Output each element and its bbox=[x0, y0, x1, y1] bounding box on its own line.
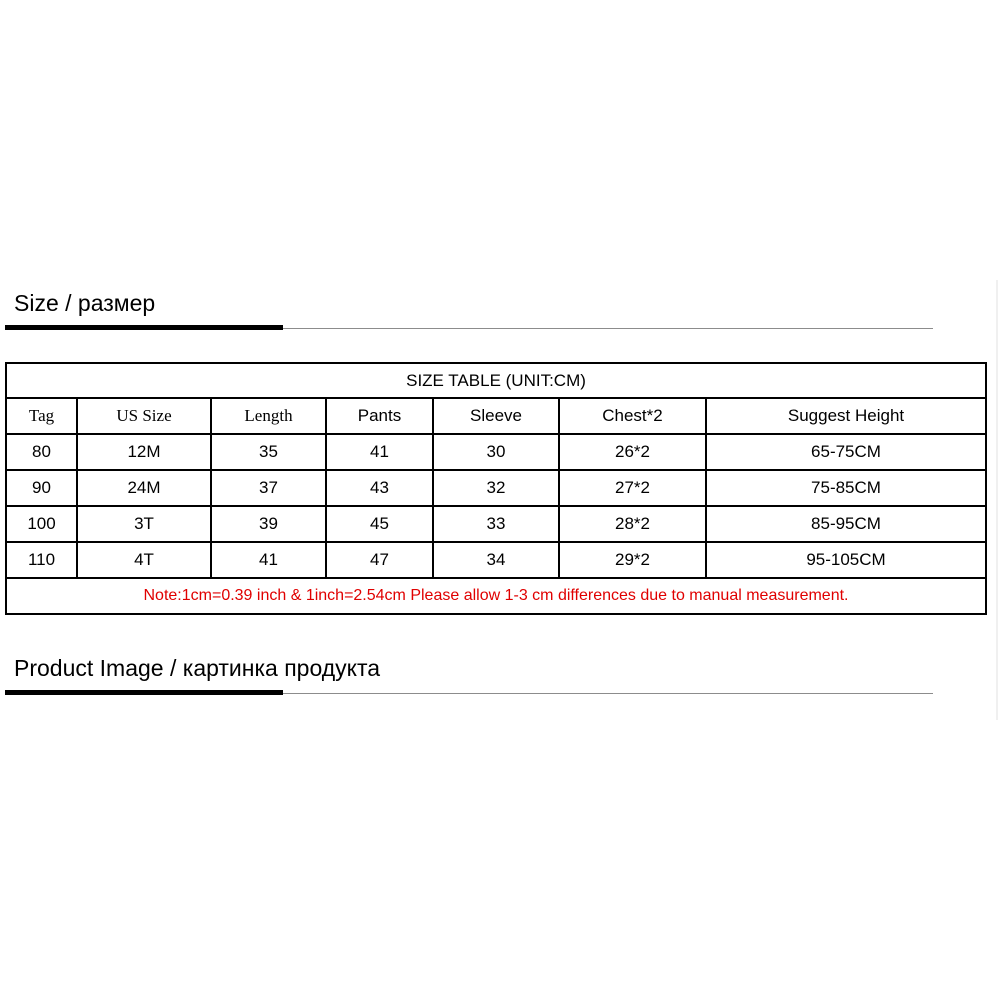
header-chest: Chest*2 bbox=[559, 398, 706, 434]
table-row bbox=[6, 470, 986, 506]
product-section-title: Product Image / картинка продукта bbox=[14, 655, 381, 681]
header-us-size: US Size bbox=[77, 398, 211, 434]
cell-pants: 41 bbox=[326, 434, 433, 470]
table-note-row bbox=[6, 578, 986, 614]
product-section-underline bbox=[5, 690, 283, 695]
header-suggest-height: Suggest Height bbox=[706, 398, 986, 434]
cell-length: 37 bbox=[211, 470, 326, 506]
cell-suggest-height: 95-105CM bbox=[706, 542, 986, 578]
table-header-row bbox=[6, 398, 986, 434]
cell-pants: 45 bbox=[326, 506, 433, 542]
header-tag: Tag bbox=[6, 398, 77, 434]
size-section-title: Size / размер bbox=[14, 290, 156, 316]
cell-chest: 26*2 bbox=[559, 434, 706, 470]
cell-pants: 47 bbox=[326, 542, 433, 578]
cell-chest: 29*2 bbox=[559, 542, 706, 578]
cell-suggest-height: 65-75CM bbox=[706, 434, 986, 470]
cell-us-size: 24M bbox=[77, 470, 211, 506]
table-title: SIZE TABLE (UNIT:CM) bbox=[6, 363, 986, 398]
cell-chest: 28*2 bbox=[559, 506, 706, 542]
cell-sleeve: 32 bbox=[433, 470, 559, 506]
cell-tag: 90 bbox=[6, 470, 77, 506]
cell-tag: 100 bbox=[6, 506, 77, 542]
cell-us-size: 4T bbox=[77, 542, 211, 578]
cell-sleeve: 34 bbox=[433, 542, 559, 578]
table-row bbox=[6, 434, 986, 470]
cell-sleeve: 33 bbox=[433, 506, 559, 542]
cell-tag: 110 bbox=[6, 542, 77, 578]
header-pants: Pants bbox=[326, 398, 433, 434]
cell-tag: 80 bbox=[6, 434, 77, 470]
cell-length: 41 bbox=[211, 542, 326, 578]
size-section-underline bbox=[5, 325, 283, 330]
cell-us-size: 3T bbox=[77, 506, 211, 542]
table-row bbox=[6, 506, 986, 542]
cell-pants: 43 bbox=[326, 470, 433, 506]
measurement-note: Note:1cm=0.39 inch & 1inch=2.54cm Please allow 1-3 cm differences due to manual measurement. bbox=[6, 578, 986, 614]
header-sleeve: Sleeve bbox=[433, 398, 559, 434]
cell-suggest-height: 85-95CM bbox=[706, 506, 986, 542]
cell-suggest-height: 75-85CM bbox=[706, 470, 986, 506]
size-table bbox=[5, 362, 987, 615]
cell-length: 39 bbox=[211, 506, 326, 542]
table-row bbox=[6, 542, 986, 578]
cell-length: 35 bbox=[211, 434, 326, 470]
cell-chest: 27*2 bbox=[559, 470, 706, 506]
table-title-row bbox=[6, 363, 986, 398]
cell-sleeve: 30 bbox=[433, 434, 559, 470]
cell-us-size: 12M bbox=[77, 434, 211, 470]
header-length: Length bbox=[211, 398, 326, 434]
